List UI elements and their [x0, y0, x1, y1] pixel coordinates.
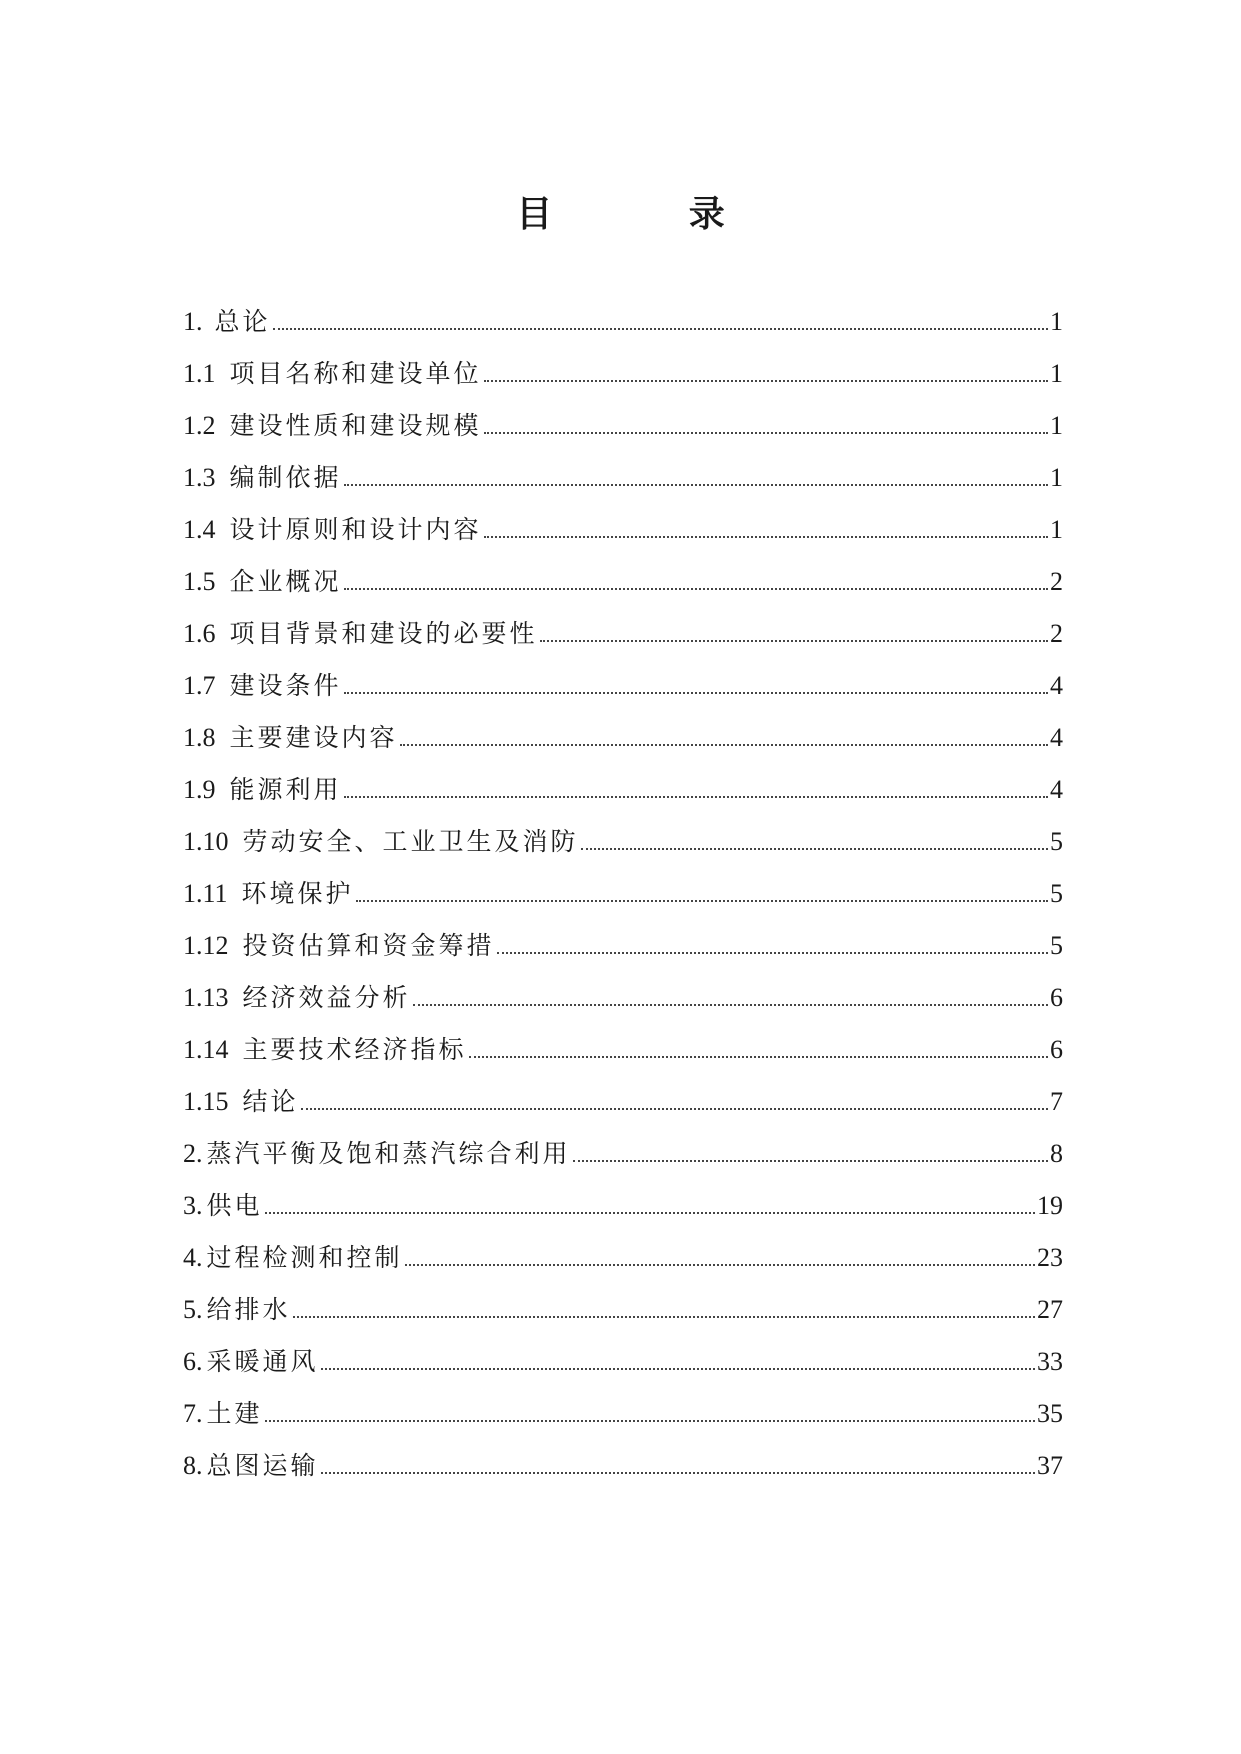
toc-dot-leader [265, 1212, 1035, 1214]
toc-entry-title: 主要建设内容 [229, 723, 398, 752]
toc-dot-leader [581, 848, 1048, 850]
toc-entry[interactable] [183, 452, 1063, 504]
toc-entry-title: 环境保护 [241, 879, 354, 908]
toc-title: 目 录 [516, 194, 787, 235]
toc-entry-title: 采暖通风 [206, 1347, 319, 1376]
toc-dot-leader [273, 328, 1048, 330]
toc-entry-number: 1. [183, 307, 203, 336]
toc-dot-leader [321, 1472, 1035, 1474]
toc-entry[interactable] [183, 1076, 1063, 1128]
toc-entry-title: 主要技术经济指标 [242, 1035, 467, 1064]
toc-entry-number: 1.15 [183, 1087, 229, 1116]
toc-entry-page: 2 [1050, 567, 1063, 596]
toc-entry-page: 33 [1037, 1347, 1063, 1376]
toc-entry-number: 1.13 [183, 983, 229, 1012]
toc-entry-number: 1.2 [183, 411, 216, 440]
toc-dot-leader [405, 1264, 1035, 1266]
toc-entry[interactable] [183, 712, 1063, 764]
toc-list [183, 296, 1063, 1492]
toc-entry-title: 蒸汽平衡及饱和蒸汽综合利用 [206, 1139, 571, 1168]
toc-entry-title: 设计原则和设计内容 [229, 515, 482, 544]
toc-entry-title: 劳动安全、工业卫生及消防 [242, 827, 579, 856]
toc-entry[interactable] [183, 1024, 1063, 1076]
toc-dot-leader [344, 692, 1048, 694]
toc-entry-page: 27 [1037, 1295, 1063, 1324]
toc-entry-page: 19 [1037, 1191, 1063, 1220]
toc-entry-page: 1 [1050, 411, 1063, 440]
toc-entry[interactable] [183, 1180, 1063, 1232]
toc-dot-leader [484, 432, 1048, 434]
toc-entry-number: 1.9 [183, 775, 216, 804]
toc-entry-title: 企业概况 [229, 567, 342, 596]
toc-entry-page: 1 [1050, 463, 1063, 492]
toc-entry-title: 总论 [214, 307, 271, 336]
toc-dot-leader [344, 484, 1048, 486]
toc-entry-number: 1.3 [183, 463, 216, 492]
toc-entry-number: 1.11 [183, 879, 228, 908]
toc-entry-page: 5 [1050, 931, 1063, 960]
toc-dot-leader [293, 1316, 1035, 1318]
toc-entry-page: 6 [1050, 983, 1063, 1012]
toc-dot-leader [344, 588, 1048, 590]
toc-entry[interactable] [183, 1388, 1063, 1440]
toc-entry-page: 1 [1050, 515, 1063, 544]
toc-entry[interactable] [183, 816, 1063, 868]
toc-entry-page: 4 [1050, 775, 1063, 804]
toc-entry-number: 6. [183, 1347, 203, 1376]
toc-dot-leader [400, 744, 1048, 746]
toc-dot-leader [484, 536, 1048, 538]
toc-entry-page: 4 [1050, 671, 1063, 700]
toc-entry[interactable] [183, 764, 1063, 816]
toc-entry-number: 8. [183, 1451, 203, 1480]
toc-entry-number: 4. [183, 1243, 203, 1272]
toc-entry[interactable] [183, 1284, 1063, 1336]
toc-entry-page: 1 [1050, 359, 1063, 388]
toc-entry[interactable] [183, 1440, 1063, 1492]
toc-entry-number: 3. [183, 1191, 203, 1220]
toc-entry-number: 5. [183, 1295, 203, 1324]
toc-dot-leader [321, 1368, 1035, 1370]
toc-entry-page: 35 [1037, 1399, 1063, 1428]
toc-entry-number: 1.10 [183, 827, 229, 856]
toc-entry-title: 经济效益分析 [242, 983, 411, 1012]
toc-entry-title: 结论 [242, 1087, 299, 1116]
toc-entry-number: 1.12 [183, 931, 229, 960]
toc-entry[interactable] [183, 1128, 1063, 1180]
toc-entry-page: 5 [1050, 827, 1063, 856]
toc-dot-leader [573, 1160, 1048, 1162]
toc-entry[interactable] [183, 1232, 1063, 1284]
toc-entry[interactable] [183, 1336, 1063, 1388]
toc-entry-title: 土建 [206, 1399, 263, 1428]
toc-entry-page: 8 [1050, 1139, 1063, 1168]
toc-entry-page: 2 [1050, 619, 1063, 648]
toc-dot-leader [344, 796, 1048, 798]
toc-dot-leader [540, 640, 1048, 642]
toc-entry-title: 总图运输 [206, 1451, 319, 1480]
toc-entry-page: 1 [1050, 307, 1063, 336]
toc-entry-title: 建设条件 [229, 671, 342, 700]
toc-entry-title: 过程检测和控制 [206, 1243, 403, 1272]
toc-dot-leader [497, 952, 1048, 954]
toc-entry-page: 5 [1050, 879, 1063, 908]
toc-entry-title: 供电 [206, 1191, 263, 1220]
toc-entry-number: 1.14 [183, 1035, 229, 1064]
toc-entry-number: 1.6 [183, 619, 216, 648]
toc-entry-page: 6 [1050, 1035, 1063, 1064]
toc-dot-leader [484, 380, 1048, 382]
toc-entry-number: 1.1 [183, 359, 216, 388]
toc-entry[interactable] [183, 608, 1063, 660]
toc-entry-page: 37 [1037, 1451, 1063, 1480]
toc-entry[interactable] [183, 972, 1063, 1024]
toc-dot-leader [356, 900, 1048, 902]
toc-entry[interactable] [183, 296, 1063, 348]
toc-entry-title: 项目名称和建设单位 [229, 359, 482, 388]
toc-entry[interactable] [183, 660, 1063, 712]
toc-entry-page: 4 [1050, 723, 1063, 752]
toc-entry-title: 能源利用 [229, 775, 342, 804]
toc-entry-number: 1.7 [183, 671, 216, 700]
toc-entry-number: 1.5 [183, 567, 216, 596]
toc-dot-leader [301, 1108, 1048, 1110]
toc-entry-title: 编制依据 [229, 463, 342, 492]
toc-entry-number: 1.8 [183, 723, 216, 752]
toc-entry[interactable] [183, 556, 1063, 608]
toc-dot-leader [413, 1004, 1048, 1006]
toc-entry-title: 建设性质和建设规模 [229, 411, 482, 440]
toc-entry-page: 7 [1050, 1087, 1063, 1116]
toc-entry[interactable] [183, 920, 1063, 972]
toc-dot-leader [265, 1420, 1035, 1422]
toc-entry[interactable] [183, 504, 1063, 556]
toc-dot-leader [469, 1056, 1048, 1058]
toc-entry[interactable] [183, 348, 1063, 400]
toc-entry-title: 项目背景和建设的必要性 [229, 619, 538, 648]
toc-entry-number: 1.4 [183, 515, 216, 544]
toc-entry-number: 7. [183, 1399, 203, 1428]
toc-entry[interactable] [183, 400, 1063, 452]
toc-entry-title: 投资估算和资金筹措 [242, 931, 495, 960]
toc-entry[interactable] [183, 868, 1063, 920]
toc-entry-title: 给排水 [206, 1295, 291, 1324]
toc-entry-number: 2. [183, 1139, 203, 1168]
toc-entry-page: 23 [1037, 1243, 1063, 1272]
